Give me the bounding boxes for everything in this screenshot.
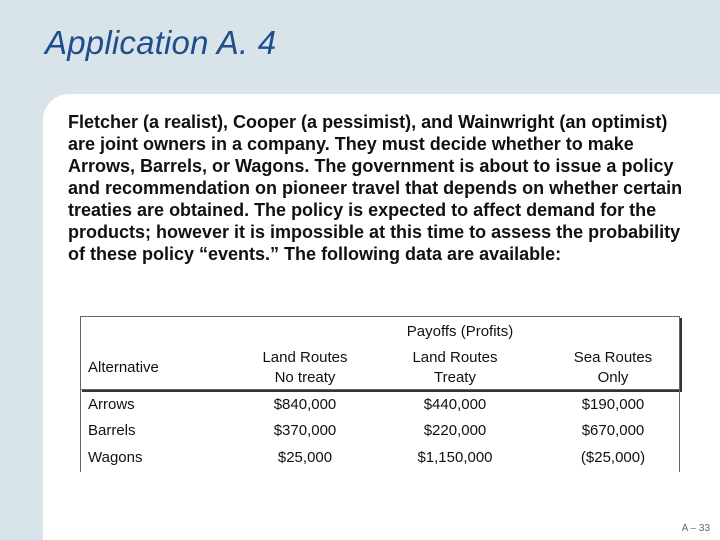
page-number: A – 33 [681,523,710,534]
col3-header-line1: Sea Routes [573,349,653,366]
row-wagons-value-1: $25,000 [277,449,333,466]
row-barrels-value-1: $370,000 [273,422,337,439]
row-wagons-value-3: ($25,000) [580,449,646,466]
row-arrows-value-1: $840,000 [273,396,337,413]
row-barrels-value-2: $220,000 [423,422,487,439]
row-arrows-value-2: $440,000 [423,396,487,413]
col3-header-line2: Only [597,369,629,386]
col1-header-line1: Land Routes [262,349,348,366]
alternative-header: Alternative [88,359,159,376]
row-barrels-value-3: $670,000 [581,422,645,439]
row-arrows-label: Arrows [88,396,135,413]
intro-paragraph: Fletcher (a realist), Cooper (a pessimist), and Wainwright (an optimist) are joint owners in a company. They must decide whether to make Arrows, Barrels, or Wagons. The government is about to issue a policy and recommendation on pioneer travel that depends on whether certain treaties are obtained. The policy is expected to affect demand for the products; however it is impossible at this time to assess the probability of these policy “events.” The following data are available: [68,112,683,264]
row-wagons-value-2: $1,150,000 [417,449,493,466]
col2-header-line2: Treaty [434,369,476,386]
payoff-table [80,316,680,472]
col1-header-line2: No treaty [274,369,336,386]
col2-header-line1: Land Routes [412,349,498,366]
slide-title: Application A. 4 [45,24,277,61]
row-arrows-value-3: $190,000 [581,396,645,413]
row-barrels-label: Barrels [88,422,136,439]
payoffs-group-header: Payoffs (Profits) [406,323,514,340]
row-wagons-label: Wagons [88,449,143,466]
